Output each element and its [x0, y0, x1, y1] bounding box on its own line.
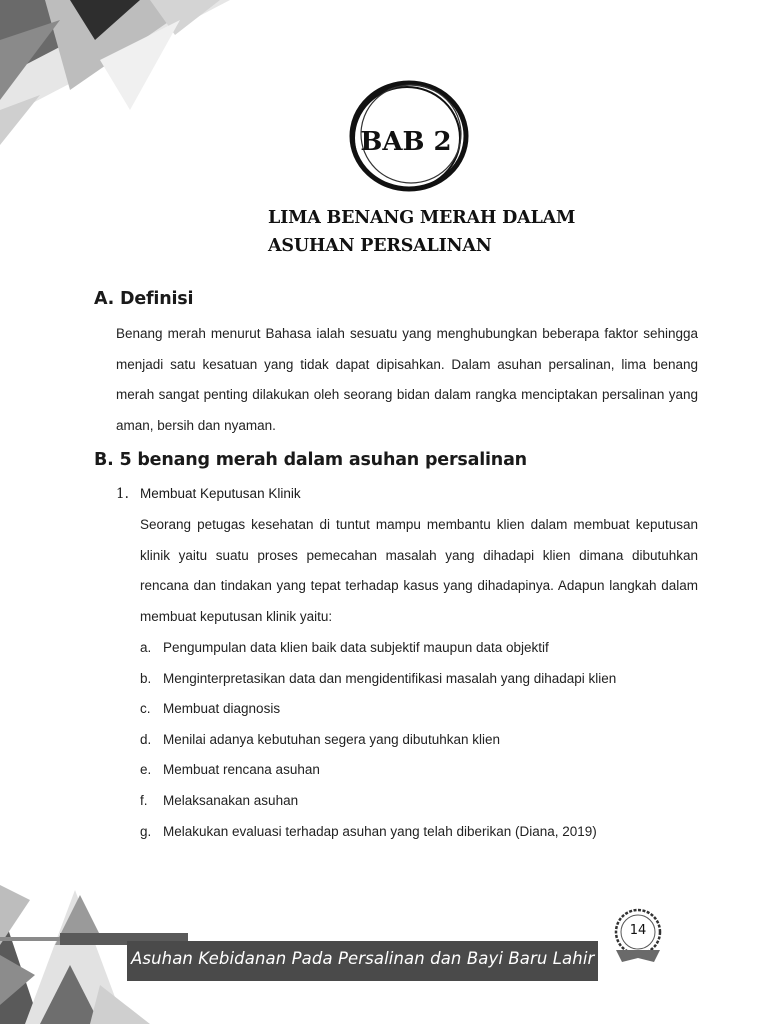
chapter-title-line-2: ASUHAN PERSALINAN — [268, 236, 492, 256]
clinical-steps-list — [140, 633, 616, 847]
list-item-number: 1. — [116, 486, 129, 502]
step-letter: a. — [140, 640, 152, 655]
step-letter: f. — [140, 792, 148, 808]
list-item — [140, 817, 616, 848]
list-item-title: Membuat Keputusan Klinik — [140, 486, 301, 501]
list-item — [140, 633, 616, 664]
chapter-emblem — [343, 80, 473, 192]
section-heading-benang-merah: B. 5 benang merah dalam asuhan persalinan — [94, 450, 527, 470]
chapter-title-line-1: LIMA BENANG MERAH DALAM — [268, 208, 576, 228]
keputusan-klinik-paragraph: Seorang petugas kesehatan di tuntut mampu membantu klien dalam membuat keputusan klinik yaitu suatu proses pemecahan masalah yang dihadapi klien dimana dibutuhkan rencana dan tindakan yang tepat terhadap kasus yang dihadapinya. Adapun langkah dalam membuat keputusan klinik yaitu: — [140, 517, 698, 624]
footer-book-title: Asuhan Kebidanan Pada Persalinan dan Bayi Baru Lahir — [131, 949, 595, 968]
step-text: Melakukan evaluasi terhadap asuhan yang telah diberikan (Diana, 2019) — [163, 823, 597, 839]
list-item — [140, 786, 616, 817]
step-text: Melaksanakan asuhan — [163, 792, 299, 808]
step-letter: g. — [140, 823, 152, 839]
step-text: Membuat diagnosis — [163, 701, 281, 717]
list-item — [140, 694, 616, 725]
section-heading-definisi: A. Definisi — [94, 289, 194, 309]
step-text: Menilai adanya kebutuhan segera yang dibutuhkan klien — [163, 731, 500, 747]
step-text: Menginterpretasikan data dan mengidentifikasi masalah yang dihadapi klien — [163, 670, 617, 686]
step-letter: c. — [140, 701, 151, 717]
chapter-label: BAB 2 — [360, 127, 452, 157]
step-text: Membuat rencana asuhan — [163, 762, 320, 778]
step-letter: e. — [140, 762, 152, 778]
list-item — [140, 755, 616, 786]
step-text: Pengumpulan data klien baik data subjektif maupun data objektif — [163, 640, 549, 655]
top-left-decoration — [0, 0, 265, 165]
page-number: 14 — [629, 923, 647, 938]
step-letter: d. — [140, 731, 152, 747]
chapter-title — [268, 204, 575, 260]
list-item — [140, 664, 616, 695]
definisi-paragraph: Benang merah menurut Bahasa ialah sesuatu yang menghubungkan beberapa faktor sehingga menjadi satu kesatuan yang tidak dapat dipisahkan. Dalam asuhan persalinan, lima benang merah sangat penting dilakukan oleh seorang bidan dalam rangka menciptakan persalinan yang aman, bersih dan nyaman. — [116, 326, 698, 433]
step-letter: b. — [140, 670, 152, 686]
list-item — [140, 725, 616, 756]
